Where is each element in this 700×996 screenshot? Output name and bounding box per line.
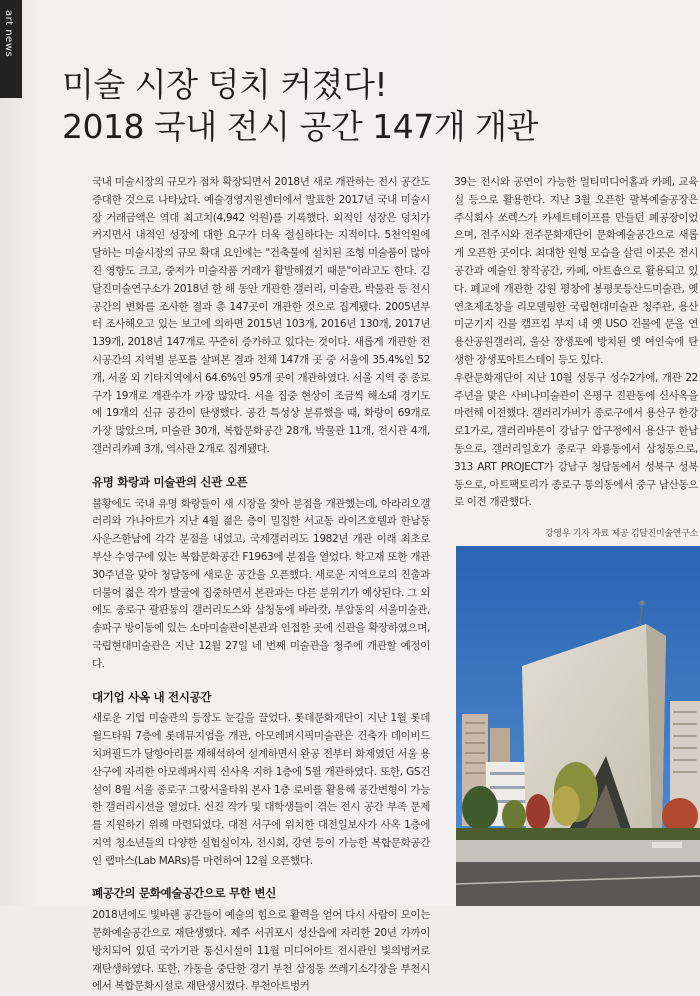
tree — [526, 794, 550, 830]
section-2-body: 새로운 기업 미술관의 등장도 눈길을 끌었다. 롯데문화재단이 지난 1월 롯데월드타워 7층에 롯데뮤지엄을 개관, 아모레퍼시픽미술관은 건축가 데이비드 치퍼필드가 달항아리를 재해석하여 설계하면서 완공 전부터 화제였던 서울 용산구에 자리한 아모레퍼시픽 신사옥 지하 1층에 5월 개관하였다. 또한, GS건설이 8월 서울 종로구 그랑서울타워 본사 1층 로비를 활용해 공간변형이 가능한 갤러리시선을 열었다. 신진 작가 및 대학생들이 겪는 전시 공간 부족 문제를 지원하기 위해 마련되었다. 대전 서구에 위치한 대전일보사가 사옥 1층에 지역 청소년들의 다양한 실험실이자, 전시회, 강연 등이 가능한 복합문화공간인 랩마스(Lab MARs)를 마련하여 12월 오픈했다. — [92, 712, 430, 867]
left-column — [92, 174, 430, 996]
section-1-title: 유명 화랑과 미술관의 신관 오픈 — [92, 474, 248, 489]
right-paragraph-1: 39는 전시와 공연이 가능한 멀티미디어홀과 카페, 교육실 등으로 활용한다. 지난 3월 오픈한 팔복예술공장은 주식회사 쏘렉스가 카세트테이프를 만들던 폐공장이었으며, 전주시와 전주문화재단이 문화예술공간으로 새롭게 오픈한 곳이다. 최대한 원형 모습을 살린 이곳은 전시공간과 예술인 창작공간, 카페, 아트숍으로 활용되고 있다. 폐교에 개관한 강원 평창에 봉평못등산드미술관, 옛 연초제조창을 리모델링한 국립현대미술관 청주관, 용산 미군기지 건물 캠프킴 부지 내 옛 USO 건물에 문을 연 용산공원갤러리, 울산 장생포에 방치된 옛 여인숙에 탄생한 장생포아트스테이 등도 있다. — [454, 176, 698, 366]
road — [456, 862, 700, 906]
right-column — [454, 174, 698, 544]
section-tab — [0, 0, 22, 98]
headline — [62, 64, 538, 148]
tree — [502, 800, 526, 832]
building-illustration — [456, 546, 700, 906]
section-label: art news — [3, 10, 14, 58]
right-paragraph-2: 우란문화재단이 지난 10월 성동구 성수2가에, 개관 22주년을 맞은 사비나미술관이 은평구 진관동에 신사옥을 마련해 이전했다. 갤러리가비가 종로구에서 용산구 한강로1가로, 갤러리바톤이 강남구 압구정에서 용산구 한남동으로, 갤러리일호가 종로구 와룡동에서 삼청동으로, 313 ART PROJECT가 강남구 청담동에서 성북구 성북동으로, 아트팩토리가 종로구 통의동에서 중구 남산동으로 이전 개관했다. — [454, 371, 698, 509]
intro-paragraph: 국내 미술시장의 규모가 점차 확장되면서 2018년 새로 개관하는 전시 공간도 증대한 것으로 나타났다. 예술경영지원센터에서 발표한 2017년 국내 미술시장 거래금액은 역대 최고치(4,942 억원)를 기록했다. 외적인 성장은 덩치가 커지면서 내적인 성장에 대한 요구가 더욱 절실하다는 지적이다. 5천억원에 달하는 미술시장의 규모 확대 요인에는 "건축물에 설치된 조형 미술품이 많아진 영향도 크고, 중저가 미술작품 거래가 활발해졌기 때문"이라고도 한다. 김달진미술연구소가 2018년 한 해 동안 개관한 갤러리, 미술관, 박물관 등 전시공간의 변화를 조사한 결과 총 147곳이 개관한 것으로 집계됐다. 2005년부터 조사해오고 있는 보고에 의하면 2015년 103개, 2016년 130개, 2017년 139개, 2018년 147개로 꾸준히 증가하고 있다는 것이다. 새롭게 개관한 전시공간의 지역별 분포를 살펴본 결과 전체 147개 곳 중 서울에 35.4%인 52개, 서울 외 기타지역에서 64.6%인 95개 곳이 개관하였다. 서울 지역 중 종로구가 19개로 개관수가 가장 많았다. 서울 집중 현상이 조금씩 해소돼 경기도에 19개의 신규 공간이 탄생했다. 공간 특성상 분류했을 때, 화랑이 69개로 가장 많았으며, 미술관 30개, 복합문화공간 28개, 박물관 11개, 전시관 4개, 갤러리카페 3개, 역사관 2개로 집계됐다. — [92, 176, 430, 455]
tree — [552, 786, 580, 826]
headline-line-1: 미술 시장 덩치 커졌다! — [62, 65, 388, 104]
hedge — [456, 828, 700, 840]
section-3-title: 폐공간의 문화예술공간으로 무한 변신 — [92, 886, 277, 901]
section-2-title: 대기업 사옥 내 전시공간 — [92, 689, 212, 704]
section-1-body: 불황에도 국내 유명 화랑들이 새 시장을 찾아 분점을 개관했는데, 아라리오갤러리와 가나아트가 지난 4월 젊은 층이 밀집한 서교동 라이즈호텔과 한남동 사운즈한남에 각각 분점을 내었고, 국제갤러리도 1982년 개관 이래 최초로 부산 수영구에 있는 복합문화공간 F1963에 분점을 열었다. 학고재 또한 개관 30주년을 맞아 청담동에 새로운 공간을 오픈했다. 새로운 지역으로의 진출과 더불어 젊은 작가 발굴에 집중하면서 본관과는 다른 분위기가 예상된다. 그 외에도 종로구 팔판동의 갤러리도스와 삼청동에 바라캇, 부암동의 서울미술관, 송파구 방이동에 있는 소마미술관이본관과 인접한 곳에 신관을 확장하였으며, 국립현대미술관은 지난 12월 27일 네 번째 미술관을 청주에 개관할 예정이다. — [92, 497, 430, 670]
headline-line-2: 2018 국내 전시 공간 147개 개관 — [62, 107, 538, 146]
museum-building-photo — [456, 546, 700, 906]
tree — [462, 786, 498, 830]
section-3-body: 2018년에도 빛바랜 공간들이 예술의 힘으로 활력을 얻어 다시 사람이 모이는 문화예술공간으로 재탄생했다. 제주 서귀포시 성산읍에 자리한 20년 가까이 방치되어 있던 국가기관 통신시설이 11월 미디어아트 전시관인 빛의벙커로 재탄생하였다. 또한, 가동을 중단한 경기 부천 삼정동 쓰레기소각장을 부천시에서 복합문화시설로 재탄생시켰다. 부천아트벙커 — [92, 909, 430, 993]
photo-credit: 강영우 기자 자료 제공 김달진미술연구소 — [545, 529, 698, 540]
